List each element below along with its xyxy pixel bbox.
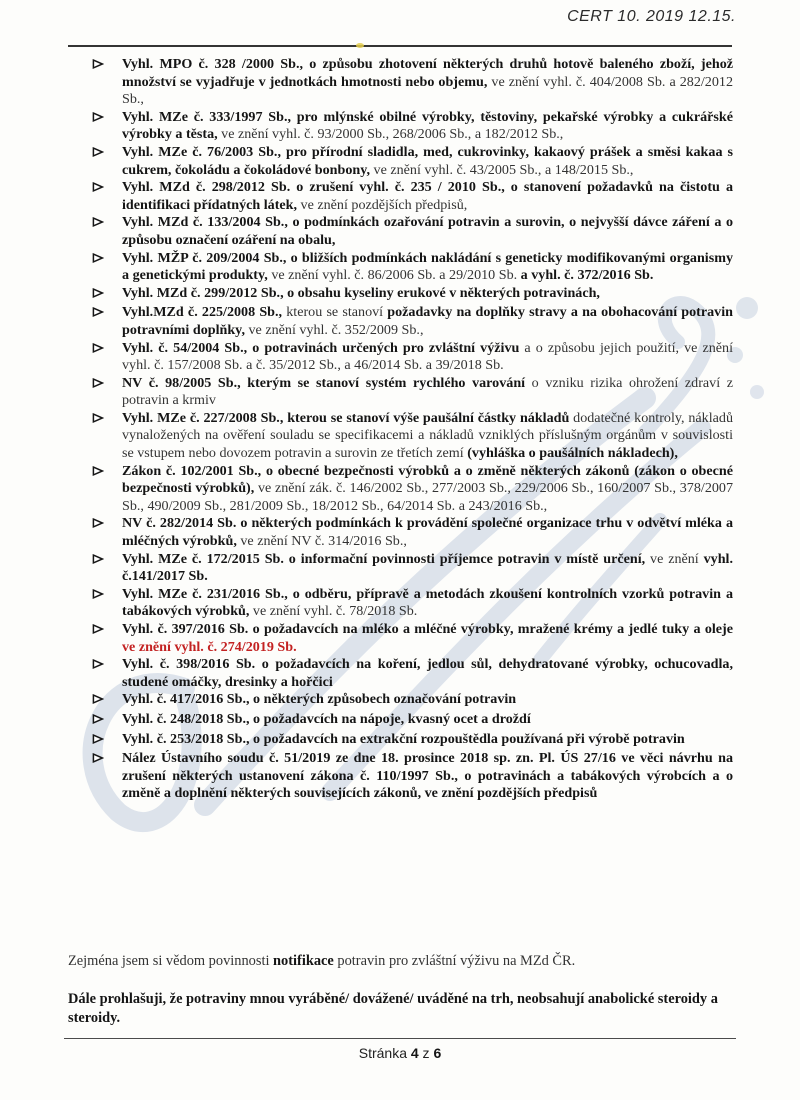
notification-paragraph [68, 952, 734, 971]
arrow-bullet-icon [92, 586, 122, 621]
arrow-bullet-icon [92, 285, 122, 305]
bold-text: Zákon č. 102/2001 Sb., o obecné bezpečnosti výrobků a o změně některých zákonů (zákon o obecné bezpečnosti výrobků), [122, 462, 733, 497]
list-item-text [122, 551, 733, 586]
list-item [92, 463, 733, 516]
regular-text: z [418, 1045, 434, 1061]
scan-artifact-dot [356, 43, 364, 48]
list-item [92, 551, 733, 586]
regular-text: kterou se stanoví [282, 304, 388, 321]
list-item-text [122, 109, 733, 144]
list-item [92, 621, 733, 656]
arrow-bullet-icon [92, 250, 122, 285]
bold-text: a vyhl. č. 372/2016 Sb. [517, 267, 654, 284]
list-item [92, 656, 733, 691]
bold-text: vyhl. č.141/2017 Sb. [122, 550, 733, 585]
list-item-text [122, 691, 733, 711]
bold-text: Vyhl. č. 417/2016 Sb., o některých způsobech označování potravin [122, 691, 517, 708]
list-item-text [122, 144, 733, 179]
list-item [92, 340, 733, 375]
regular-text: ve znění vyhl. č. 78/2018 Sb. [249, 603, 418, 620]
bold-text: Vyhl. MZd č. 298/2012 Sb. o zrušení vyhl. č. 235 / 2010 Sb., o stanovení požadavků na čistotu a identifikaci přídatných látek, [122, 179, 733, 213]
bold-text: Dále prohlašuji, že potraviny mnou vyráběné/ dovážené/ uváděné na trh, neobsahují anabolické steroidy a steroidy. [68, 991, 718, 1026]
list-item [92, 410, 733, 463]
bold-text: Vyhl. MZe č. 227/2008 Sb., kterou se stanoví výše paušální částky nákladů [122, 409, 570, 426]
bold-text: NV č. 282/2014 Sb. o některých podmínkách k provádění společné organizace trhu v odvětví mléka a mléčných výrobků, [122, 515, 733, 550]
regular-text: ve znění NV č. 314/2016 Sb., [236, 533, 407, 550]
bold-text: Vyhl. č. 397/2016 Sb. o požadavcích na mléko a mléčné výrobky, mražené krémy a jedlé tuky a oleje [122, 621, 733, 637]
list-item-text [122, 214, 733, 249]
arrow-bullet-icon [92, 711, 122, 731]
regulation-list [92, 56, 733, 803]
regular-text: ve znění vyhl. č. 43/2005 Sb., a 148/2015 Sb., [370, 161, 634, 178]
regular-text: ve znění pozdějších předpisů, [297, 196, 468, 213]
list-item [92, 691, 733, 711]
bold-text: (vyhláška o paušálních nákladech), [467, 445, 678, 462]
list-item [92, 144, 733, 179]
regular-text: ve znění vyhl. č. 352/2009 Sb., [244, 321, 424, 338]
list-item-text [122, 250, 733, 285]
list-item-text [122, 750, 733, 803]
list-item-text [122, 711, 733, 731]
footer-rule [64, 1038, 736, 1039]
bold-text: Vyhl. č. 248/2018 Sb., o požadavcích na nápoje, kvasný ocet a droždí [122, 710, 531, 727]
list-item [92, 711, 733, 731]
bold-text: Vyhl. č. 253/2018 Sb., o požadavcích na extrakční rozpouštědla používaná při výrobě potravin [122, 730, 685, 747]
regular-text: o vzniku rizika ohrožení zdraví z potravin a krmiv [122, 374, 733, 409]
arrow-bullet-icon [92, 750, 122, 803]
regular-text: ve znění [645, 550, 704, 567]
list-item [92, 750, 733, 803]
regular-text: potravin pro zvláštní výživu na MZd ČR. [333, 953, 576, 969]
list-item [92, 731, 733, 751]
bold-text: Vyhl. č. 398/2016 Sb. o požadavcích na koření, jedlou sůl, dehydratované výrobky, ochucovadla, studené omáčky, dresinky a hořčici [122, 656, 733, 690]
closing-paragraphs [68, 952, 734, 1028]
arrow-bullet-icon [92, 109, 122, 144]
bold-text: 6 [433, 1045, 442, 1061]
bold-text: Vyhl. MZe č. 76/2003 Sb., pro přírodní sladidla, med, cukrovinky, kakaový prášek a směsi kakaa s cukrem, čokoládu a čokoládové bonbony, [122, 143, 733, 178]
list-item [92, 375, 733, 410]
regular-text: ve znění zák. č. 146/2002 Sb., 277/2003 Sb., 229/2006 Sb., 160/2007 Sb., 378/2007 Sb., 490/2009 Sb., 281/2009 Sb., 18/2012 Sb., 64/2014 Sb. a 243/2016 Sb., [122, 480, 734, 514]
list-item-text [122, 340, 733, 375]
list-item-text [122, 621, 733, 656]
arrow-bullet-icon [92, 144, 122, 179]
list-item [92, 250, 733, 285]
list-item-text [122, 656, 733, 691]
regular-text: Stránka [358, 1045, 411, 1061]
arrow-bullet-icon [92, 340, 122, 375]
list-item [92, 304, 733, 339]
bold-text: Vyhl. MZe č. 231/2016 Sb., o odběru, přípravě a metodách zkoušení kontrolních vzorků potravin a tabákových výrobků, [122, 585, 733, 620]
declaration-paragraph [68, 990, 734, 1028]
list-item [92, 109, 733, 144]
arrow-bullet-icon [92, 731, 122, 751]
regular-text: ve znění vyhl. č. 404/2008 Sb. a 282/2012 Sb., [122, 73, 733, 108]
bold-text: NV č. 98/2005 Sb., kterým se stanoví systém rychlého varování [122, 374, 526, 391]
list-item-text [122, 515, 733, 550]
top-rule [68, 45, 732, 47]
list-item [92, 586, 733, 621]
list-item [92, 214, 733, 249]
arrow-bullet-icon [92, 375, 122, 410]
arrow-bullet-icon [92, 691, 122, 711]
regular-text: dodatečné kontroly, nákladů vynaložených na ověření souladu se specifikacemi a nákladů vzniklých příslušným orgánům v souvislosti se vstupem nebo dovozem potravin a surovin ze třetích zemí [122, 409, 733, 462]
list-item-text [122, 586, 733, 621]
list-item [92, 515, 733, 550]
bold-text: požadavky na doplňky stravy a na obohacování potravin potravními doplňky, [122, 304, 733, 338]
bold-text: Vyhl. MZe č. 333/1997 Sb., pro mlýnské obilné výrobky, těstoviny, pekařské výrobky a cukrářské výrobky a těsta, [122, 108, 733, 143]
regular-text: Zejména jsem si vědom povinnosti [68, 953, 274, 969]
regular-text: ve znění vyhl. č. 86/2006 Sb. a 29/2010 Sb. [267, 267, 518, 284]
page-number [0, 1045, 800, 1061]
arrow-bullet-icon [92, 410, 122, 463]
arrow-bullet-icon [92, 179, 122, 214]
list-item [92, 179, 733, 214]
bold-text: Vyhl. MZe č. 172/2015 Sb. o informační povinnosti příjemce potravin v místě určení, [122, 550, 646, 567]
bold-text: Vyhl. MPO č. 328 /2000 Sb., o způsobu zhotovení některých druhů hotově baleného zboží, jehož množství se vyjadřuje v jednotkách hmotnosti nebo objemu, [122, 56, 733, 90]
arrow-bullet-icon [92, 304, 122, 339]
regular-text: a o způsobu jejich použití, ve znění vyhl. č. 157/2008 Sb. a č. 35/2012 Sb., a 46/2014 Sb. a 39/2018 Sb. [122, 339, 733, 374]
bold-text: Vyhl. MŽP č. 209/2004 Sb., o bližších podmínkách nakládání s geneticky modifikovanými organismy a genetickými produkty, [122, 249, 733, 284]
list-item [92, 285, 733, 305]
arrow-bullet-icon [92, 214, 122, 249]
list-item-text [122, 304, 733, 339]
arrow-bullet-icon [92, 56, 122, 109]
bold-text: Vyhl. MZd č. 299/2012 Sb., o obsahu kyseliny erukové v některých potravinách, [122, 284, 600, 301]
list-item-text [122, 731, 733, 751]
header-stamp: CERT 10. 2019 12.15. [567, 8, 736, 25]
bold-text: Vyhl. MZd č. 133/2004 Sb., o podmínkách ozařování potravin a surovin, o nejvyšší dávce záření a o způsobu označení ozáření na obalu, [122, 214, 733, 248]
list-item-text [122, 375, 733, 410]
bold-text: Vyhl. č. 54/2004 Sb., o potravinách určených pro zvláštní výživu [122, 339, 520, 356]
list-item-text [122, 463, 733, 516]
regular-text: ve znění vyhl. č. 93/2000 Sb., 268/2006 Sb., a 182/2012 Sb., [217, 126, 564, 143]
arrow-bullet-icon [92, 515, 122, 550]
arrow-bullet-icon [92, 656, 122, 691]
list-item-text [122, 285, 733, 305]
arrow-bullet-icon [92, 621, 122, 656]
list-item-text [122, 179, 733, 214]
arrow-bullet-icon [92, 551, 122, 586]
bold-text: 4 [410, 1045, 419, 1061]
bold-text: Vyhl.MZd č. 225/2008 Sb., [122, 304, 283, 321]
bold-text: Nález Ústavního soudu č. 51/2019 ze dne 18. prosince 2018 sp. zn. Pl. ÚS 27/16 ve věci návrhu na zrušení některých ustanovení zákona č. 110/1997 Sb., o potravinách a tabákových výrobcích a o změně a doplnění některých souvisejících zákonů, ve znění pozdějších předpisů [122, 750, 733, 802]
list-item-text [122, 410, 733, 463]
list-item-text [122, 56, 733, 109]
bold-text: notifikace [273, 953, 334, 969]
list-item [92, 56, 733, 109]
amendment-red-text: ve znění vyhl. č. 274/2019 Sb. [122, 638, 297, 655]
arrow-bullet-icon [92, 463, 122, 516]
